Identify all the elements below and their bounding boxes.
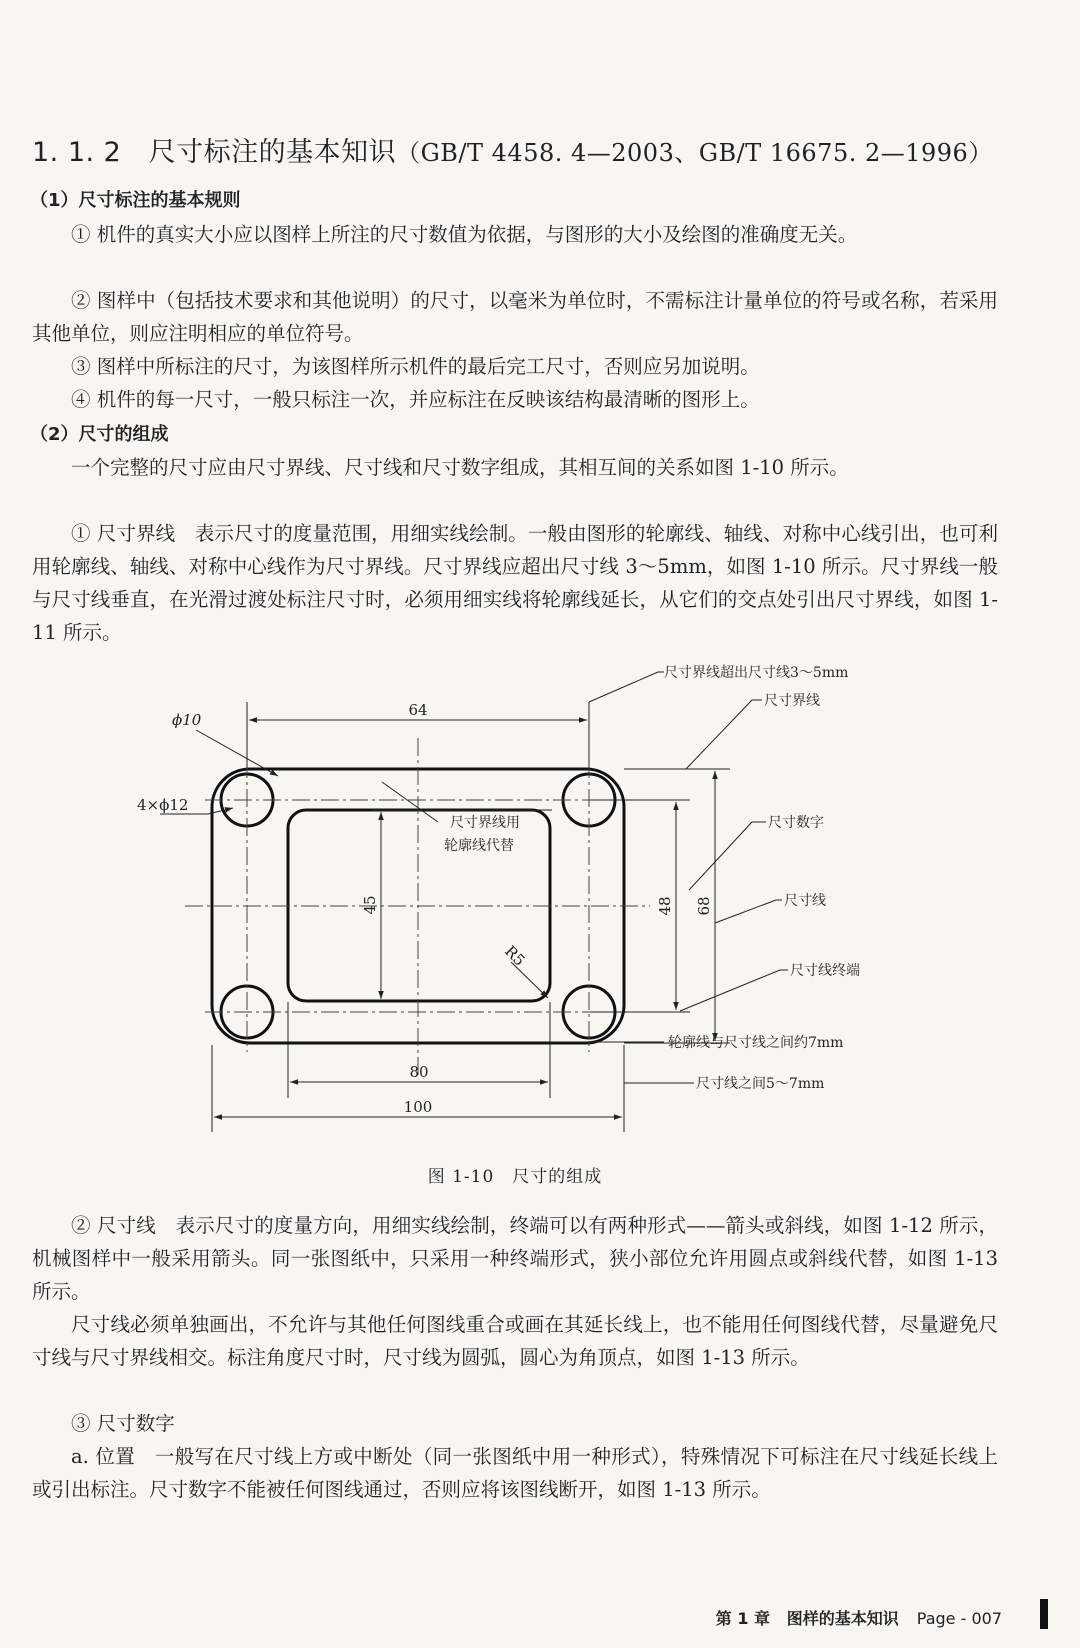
callout-ext-line: 尺寸界线 — [764, 693, 820, 709]
diameter-leader — [196, 730, 278, 776]
callout-line-gap: 尺寸线之间5～7mm — [696, 1076, 825, 1092]
section-name: 尺寸标注的基本知识 — [148, 137, 397, 168]
subheading-composition: （2）尺寸的组成 — [30, 424, 169, 445]
center-lines — [185, 738, 650, 1075]
position-paragraph: a. 位置 一般写在尺寸线上方或中断处（同一张图纸中用一种形式），特殊情况下可标注在尺寸线延长线上或引出标注。尺寸数字不能被任何图线通过，否则应将该图线断开，如图 1-13 所示。 — [32, 1445, 998, 1501]
footer-chapter-title: 图样的基本知识 — [786, 1609, 899, 1628]
dimension-lines — [160, 720, 715, 1117]
page-footer — [716, 1606, 1002, 1629]
dimension-line-rule-paragraph: 尺寸线必须单独画出，不允许与其他任何图线重合或画在其延长线上，也不能用任何图线代替，尽量避免尺寸线与尺寸界线相交。标注角度尺寸时，尺寸线为圆弧，圆心为角顶点，如图 1-13 所示。 — [32, 1313, 998, 1369]
page-number: Page - 007 — [916, 1609, 1002, 1628]
dim-text-100: 100 — [403, 1098, 433, 1116]
callout-contour-gap: 轮廓线与尺寸线之间约7mm — [668, 1035, 844, 1051]
callout-dim-end: 尺寸线终端 — [790, 963, 860, 979]
dim-text-48: 48 — [656, 896, 674, 916]
callout-dim-number: 尺寸数字 — [768, 815, 824, 831]
figure-dimension-composition — [0, 665, 1080, 1150]
dim-text-80: 80 — [409, 1063, 429, 1081]
rule-paragraph: ② 图样中（包括技术要求和其他说明）的尺寸，以毫米为单位时，不需标注计量单位的符号或名称，若采用其他单位，则应注明相应的单位符号。 — [32, 289, 998, 345]
extension-lines — [212, 702, 730, 1132]
dimension-line-paragraph: ② 尺寸线 表示尺寸的度量方向，用细实线绘制，终端可以有两种形式——箭头或斜线，如图 1-12 所示，机械图样中一般采用箭头。同一张图纸中，只采用一种终端形式，狭小部位允许用圆点或斜线代替，如图 1-13 所示。 — [32, 1214, 998, 1303]
figure-caption: 图 1-10 尺寸的组成 — [427, 1167, 603, 1187]
section-number: 1. 1. 2 — [32, 137, 122, 168]
section-standards: （GB/T 4458. 4—2003、GB/T 16675. 2—1996） — [396, 139, 993, 167]
footer-chapter: 第 1 章 — [715, 1609, 771, 1628]
extension-line-paragraph: ① 尺寸界线 表示尺寸的度量范围，用细实线绘制。一般由图形的轮廓线、轴线、对称中心线引出，也可利用轮廓线、轴线、对称中心线作为尺寸界线。尺寸界线应超出尺寸线 3～5mm，如图 1-10 所示。尺寸界线一般与尺寸线垂直，在光滑过渡处标注尺寸时，必须用细实线将轮廓线延长，从它们的交点处引出尺寸界线，如图 1-11 所示。 — [32, 522, 998, 644]
footer-marker — [1040, 1599, 1048, 1629]
subheading-rules: （1）尺寸标注的基本规则 — [30, 190, 241, 211]
dim-text-radius: R5 — [501, 942, 529, 970]
callout-contour-as-ext-2: 轮廓线代替 — [444, 838, 514, 854]
callout-leaders — [382, 672, 788, 1083]
rule-paragraph: ④ 机件的每一尺寸，一般只标注一次，并应标注在反映该结构最清晰的图形上。 — [71, 388, 760, 411]
dim-text-64: 64 — [408, 701, 428, 719]
callout-contour-as-ext-1: 尺寸界线用 — [450, 815, 520, 831]
rule-paragraph: ① 机件的真实大小应以图样上所注的尺寸数值为依据，与图形的大小及绘图的准确度无关。 — [71, 223, 858, 246]
dim-text-68: 68 — [695, 896, 713, 916]
section-title — [32, 130, 993, 169]
composition-intro: 一个完整的尺寸应由尺寸界线、尺寸线和尺寸数字组成，其相互间的关系如图 1-10 所示。 — [71, 456, 849, 479]
dim-text-45: 45 — [361, 895, 379, 915]
callout-dim-line: 尺寸线 — [784, 893, 826, 909]
dim-text-holes: 4×ϕ12 — [137, 796, 189, 814]
rule-paragraph: ③ 图样中所标注的尺寸，为该图样所示机件的最后完工尺寸，否则应另加说明。 — [71, 355, 760, 378]
dimension-number-heading: ③ 尺寸数字 — [71, 1412, 175, 1435]
dim-text-diameter: ϕ10 — [172, 711, 202, 729]
callout-ext-over: 尺寸界线超出尺寸线3～5mm — [664, 665, 849, 681]
